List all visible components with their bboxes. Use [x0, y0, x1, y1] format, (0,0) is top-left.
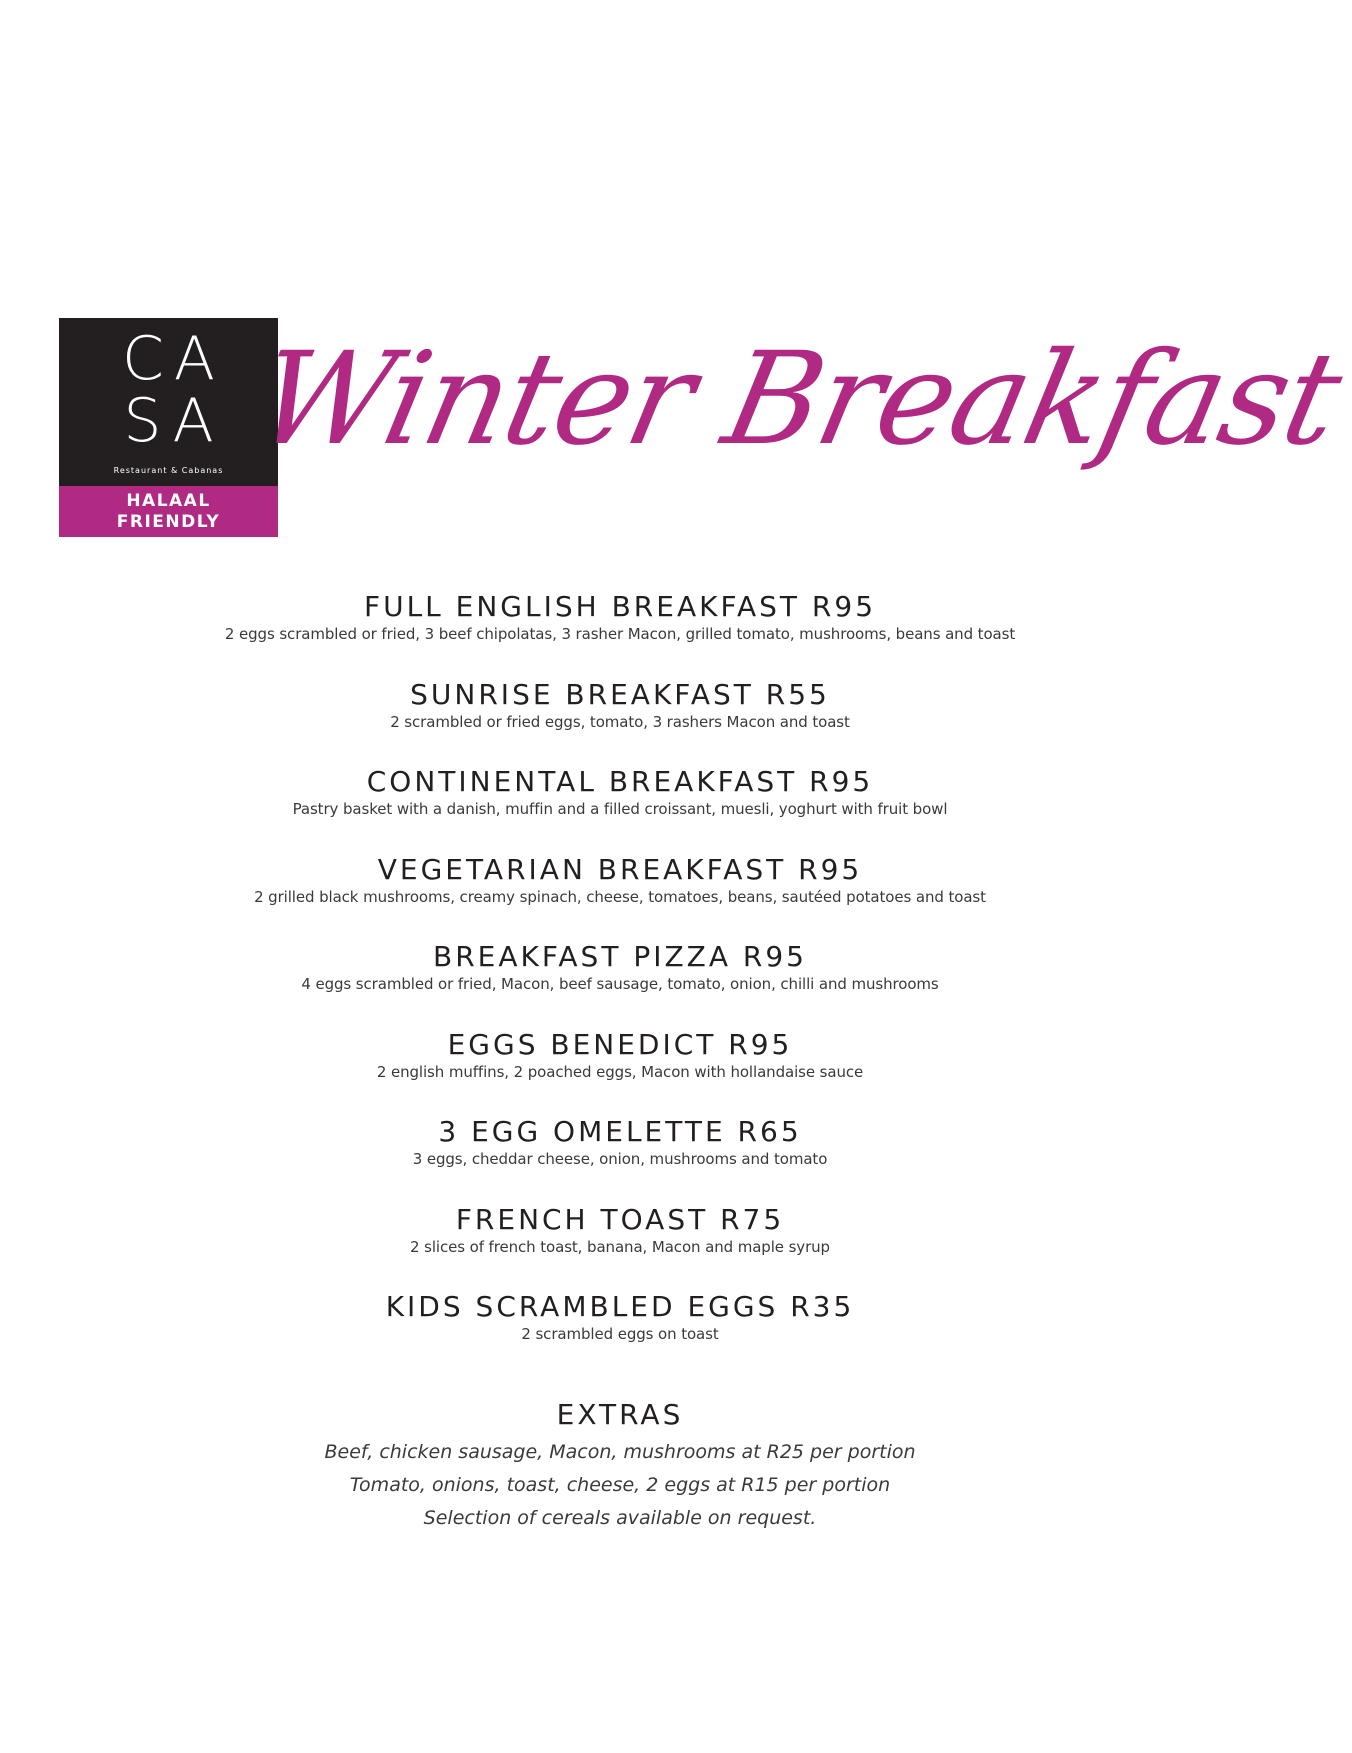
- menu-item-name: 3 EGG OMELETTE R65: [438, 1115, 802, 1148]
- menu-item-name: BREAKFAST PIZZA R95: [433, 940, 807, 973]
- menu-item-description: 3 eggs, cheddar cheese, onion, mushrooms and tomato: [412, 1150, 828, 1168]
- menu-item-name: FULL ENGLISH BREAKFAST R95: [363, 590, 877, 623]
- extras-section: [0, 1398, 1240, 1535]
- menu-item: [0, 1290, 1240, 1378]
- logo-line-1: CA: [122, 324, 225, 394]
- extras-line: Tomato, onions, toast, cheese, 2 eggs at R15 per portion: [349, 1474, 891, 1496]
- menu-item-name: EGGS BENEDICT R95: [447, 1027, 793, 1061]
- menu-item-description: Pastry basket with a danish, muffin and a filled croissant, muesli, yoghurt with fruit bowl: [292, 800, 948, 818]
- menu-item: [0, 1203, 1240, 1291]
- menu-item-name: CONTINENTAL BREAKFAST R95: [366, 765, 874, 798]
- logo-dark-panel: [59, 318, 278, 486]
- menu-item: [0, 1115, 1240, 1203]
- extras-line: Selection of cereals available on request.: [423, 1507, 817, 1529]
- menu-item: [0, 1028, 1240, 1116]
- menu-item-description: 2 slices of french toast, banana, Macon and maple syrup: [410, 1237, 830, 1256]
- menu-item-name: KIDS SCRAMBLED EGGS R35: [385, 1290, 855, 1323]
- menu-item: [0, 678, 1240, 766]
- menu-item-name: VEGETARIAN BREAKFAST R95: [377, 852, 863, 886]
- menu-item-name: SUNRISE BREAKFAST R55: [410, 677, 830, 711]
- menu-title: Winter Breakfast: [244, 325, 1352, 474]
- logo-subtitle: Restaurant & Cabanas: [113, 466, 224, 475]
- halaal-badge-line-1: HALAAL: [126, 491, 211, 511]
- menu-item-description: 2 scrambled eggs on toast: [521, 1325, 719, 1343]
- logo-line-2: SA: [123, 386, 224, 456]
- menu-item-description: 2 grilled black mushrooms, creamy spinach, cheese, tomatoes, beans, sautéed potatoes and toast: [254, 887, 986, 906]
- menu-item: [0, 765, 1240, 853]
- menu-item-description: 2 scrambled or fried eggs, tomato, 3 rashers Macon and toast: [390, 712, 850, 731]
- menu-item-description: 4 eggs scrambled or fried, Macon, beef sausage, tomato, onion, chilli and mushrooms: [301, 975, 939, 993]
- extras-title: EXTRAS: [556, 1398, 684, 1431]
- menu-item-description: 2 eggs scrambled or fried, 3 beef chipolatas, 3 rasher Macon, grilled tomato, mushrooms, beans and toast: [224, 625, 1016, 643]
- logo-wordmark: [59, 324, 278, 456]
- menu-list: [0, 590, 1240, 1378]
- menu-item: [0, 940, 1240, 1028]
- extras-line: Beef, chicken sausage, Macon, mushrooms at R25 per portion: [324, 1441, 916, 1463]
- halaal-badge-line-2: FRIENDLY: [116, 512, 221, 532]
- menu-item: [0, 590, 1240, 678]
- menu-item-description: 2 english muffins, 2 poached eggs, Macon with hollandaise sauce: [376, 1062, 864, 1081]
- menu-item-name: FRENCH TOAST R75: [455, 1202, 785, 1236]
- menu-item: [0, 853, 1240, 941]
